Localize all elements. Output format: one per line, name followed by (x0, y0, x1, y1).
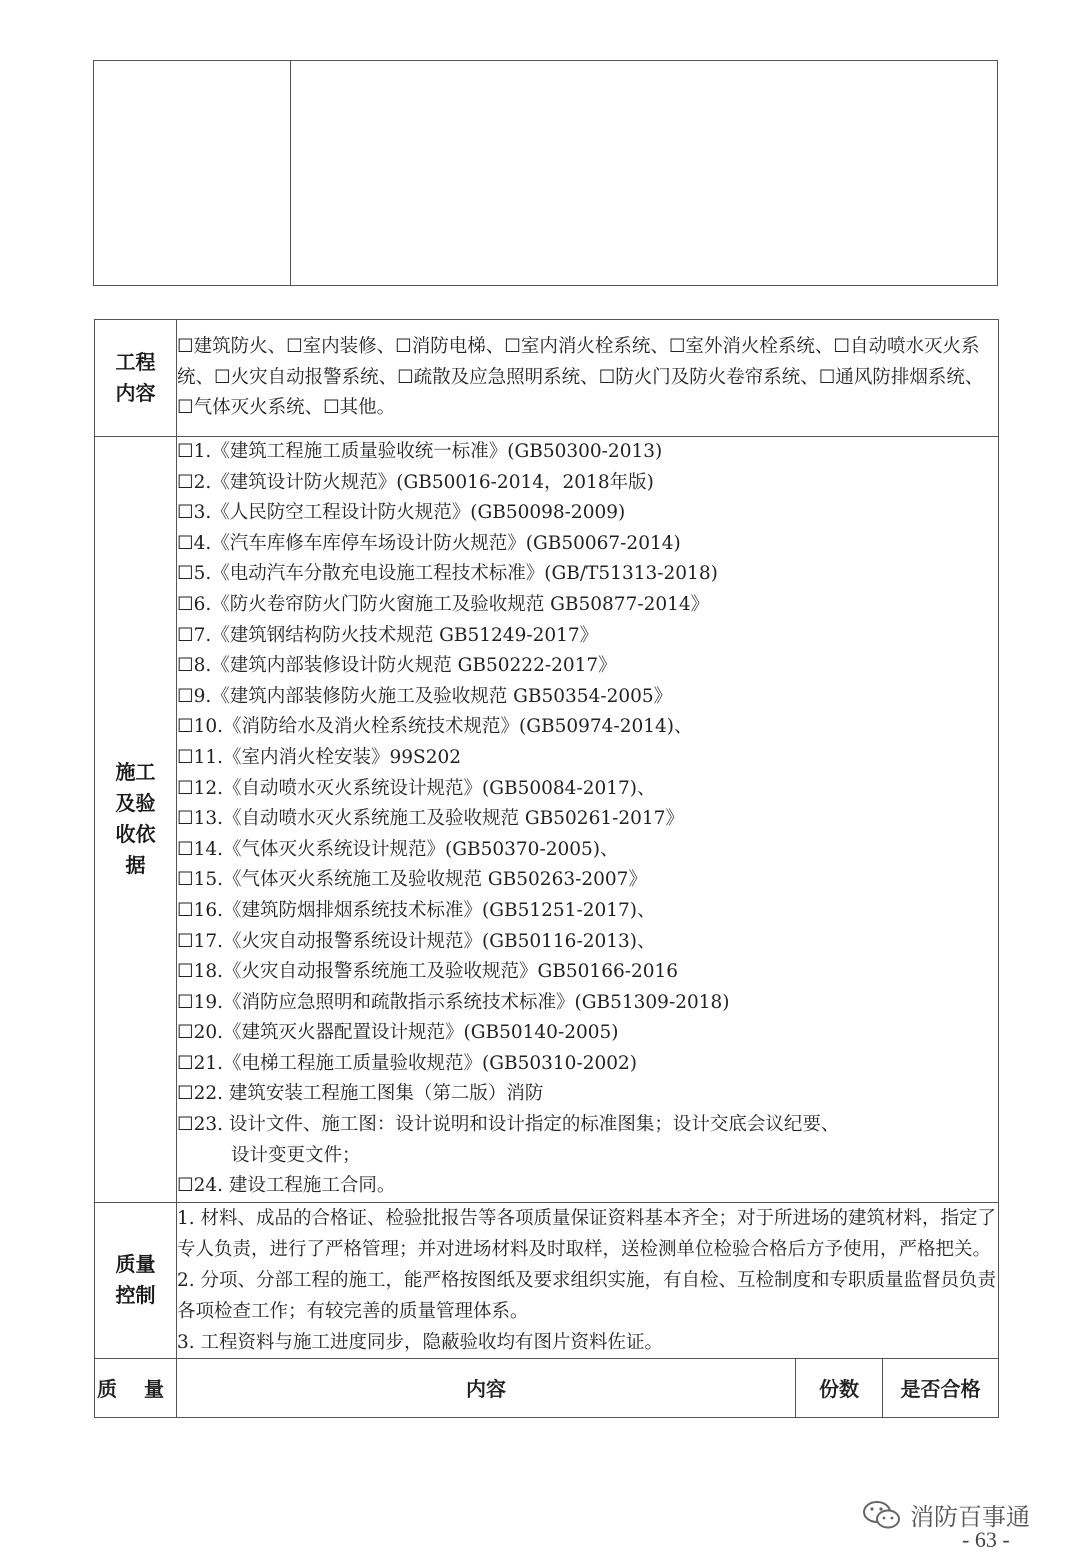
inspection-table (94, 319, 999, 1418)
list-item: ☐18.《火灾自动报警系统施工及验收规范》GB50166-2016 (177, 961, 679, 983)
list-item: ☐24. 建设工程施工合同。 (177, 1175, 396, 1197)
project-content-label: 工程 内容 (95, 320, 177, 437)
list-item: ☐3.《人民防空工程设计防火规范》(GB50098-2009) (177, 502, 626, 524)
list-item: ☐15.《气体灭火系统施工及验收规范 GB50263-2007》 (177, 869, 647, 891)
list-item: ☐11.《室内消火栓安装》99S202 (177, 746, 462, 768)
list-item: ☐17.《火灾自动报警系统设计规范》(GB50116-2013)、 (177, 930, 656, 952)
basis-list (177, 437, 999, 1203)
list-item: ☐9.《建筑内部装修防火施工及验收规范 GB50354-2005》 (177, 685, 673, 707)
quality-control-text (177, 1202, 999, 1358)
header-content: 内容 (177, 1358, 796, 1417)
list-item: ☐14.《气体灭火系统设计规范》(GB50370-2005)、 (177, 838, 619, 860)
list-item: ☐8.《建筑内部装修设计防火规范 GB50222-2017》 (177, 655, 617, 677)
list-item: ☐10.《消防给水及消火栓系统技术规范》(GB50974-2014)、 (177, 716, 693, 738)
list-item: ☐2.《建筑设计防火规范》(GB50016-2014，2018年版) (177, 471, 654, 493)
qc-paragraph: 2. 分项、分部工程的施工，能严格按图纸及要求组织实施，有自检、互检制度和专职质量监督员负责各项检查工作；有较完善的质量管理体系。 (177, 1269, 997, 1322)
row-basis (95, 437, 999, 1203)
column-divider (290, 61, 291, 285)
blank-table-top (93, 60, 998, 286)
list-item: ☐20.《建筑灭火器配置设计规范》(GB50140-2005) (177, 1022, 619, 1044)
page-number: - 63 - (962, 1527, 1010, 1552)
list-item: ☐6.《防火卷帘防火门防火窗施工及验收规范 GB50877-2014》 (177, 593, 710, 615)
list-item-continuation: 设计变更文件； (231, 1144, 361, 1166)
qc-paragraph: 3. 工程资料与施工进度同步，隐蔽验收均有图片资料佐证。 (177, 1331, 664, 1353)
list-item: ☐7.《建筑钢结构防火技术规范 GB51249-2017》 (177, 624, 599, 646)
basis-label: 施工 及验 收依 据 (95, 437, 177, 1203)
watermark-text: 消防百事通 (910, 1503, 1030, 1531)
project-content-text: ☐建筑防火、☐室内装修、☐消防电梯、☐室内消火栓系统、☐室外消火栓系统、☐自动喷水灭火系统、☐火灾自动报警系统、☐疏散及应急照明系统、☐防火门及防火卷帘系统、☐通风防排烟系统、☐气体灭火系统、☐其他。 (177, 320, 999, 437)
list-item: ☐19.《消防应急照明和疏散指示系统技术标准》(GB51309-2018) (177, 991, 730, 1013)
list-item: ☐22. 建筑安装工程施工图集（第二版）消防 (177, 1083, 544, 1105)
wechat-icon (862, 1499, 902, 1531)
row-quality-control (95, 1202, 999, 1358)
list-item: ☐13.《自动喷水灭火系统施工及验收规范 GB50261-2017》 (177, 808, 684, 830)
header-quality: 质 量 (95, 1358, 177, 1417)
list-item: ☐4.《汽车库修车库停车场设计防火规范》(GB50067-2014) (177, 532, 681, 554)
list-item: ☐12.《自动喷水灭火系统设计规范》(GB50084-2017)、 (177, 777, 656, 799)
list-item: ☐23. 设计文件、施工图：设计说明和设计指定的标准图集；设计交底会议纪要、 (177, 1114, 840, 1136)
header-qualified: 是否合格 (883, 1358, 999, 1417)
list-item: ☐1.《建筑工程施工质量验收统一标准》(GB50300-2013) (177, 441, 663, 462)
row-project-content (95, 320, 999, 437)
qc-paragraph: 1. 材料、成品的合格证、检验批报告等各项质量保证资料基本齐全；对于所进场的建筑材料，指定了专人负责，进行了严格管理；并对进场材料及时取样，送检测单位检验合格后方予使用，严格把关。 (177, 1207, 997, 1260)
list-item: ☐21.《电梯工程施工质量验收规范》(GB50310-2002) (177, 1052, 637, 1074)
quality-control-label: 质量 控制 (95, 1202, 177, 1358)
header-copies: 份数 (796, 1358, 883, 1417)
list-item: ☐16.《建筑防烟排烟系统技术标准》(GB51251-2017)、 (177, 899, 656, 921)
row-quality-header (95, 1358, 999, 1417)
list-item: ☐5.《电动汽车分散充电设施工程技术标准》(GB/T51313-2018) (177, 563, 718, 585)
